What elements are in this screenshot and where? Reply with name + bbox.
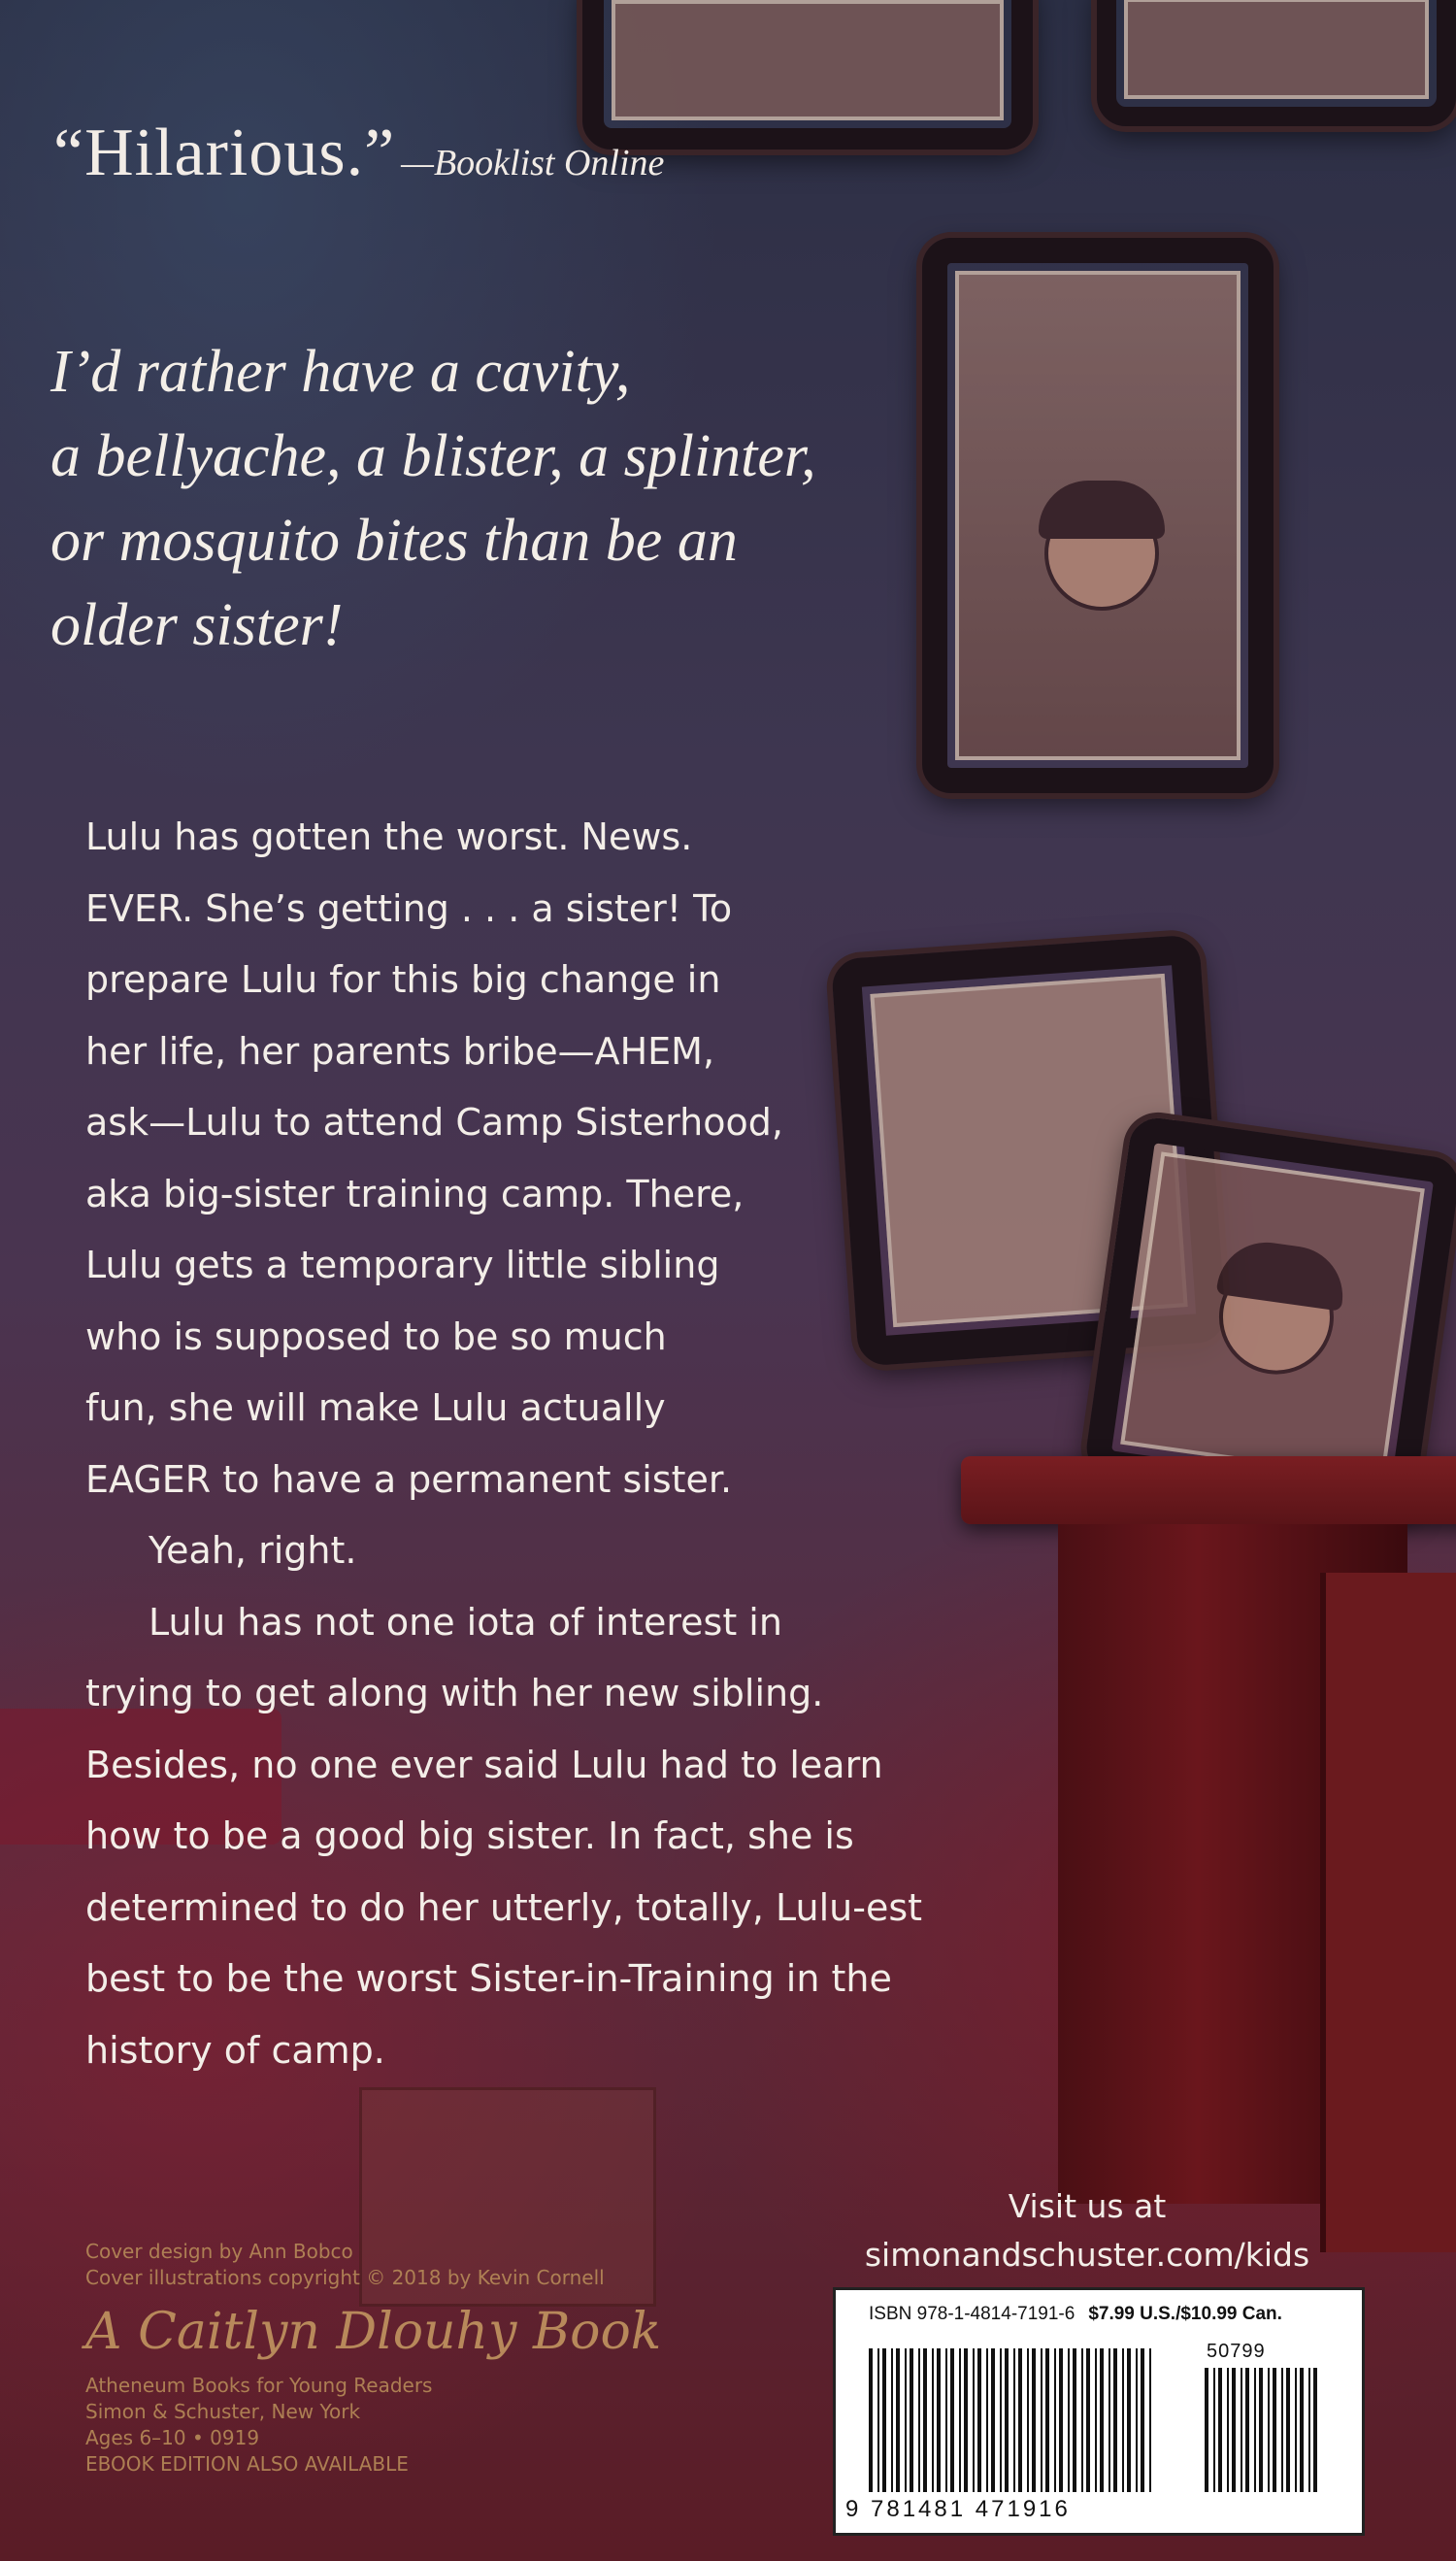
synopsis-line: ask—Lulu to attend Camp Sisterhood, [85, 1101, 783, 1144]
tagline-line: older sister! [50, 592, 344, 658]
barcode-bar [986, 2348, 988, 2492]
barcode-bar [1045, 2348, 1049, 2492]
barcode-bar [1141, 2348, 1144, 2492]
barcode-bar [1027, 2348, 1029, 2492]
barcode-bar [1281, 2368, 1283, 2492]
synopsis-line: history of camp. [85, 2028, 385, 2072]
barcode-bar [964, 2348, 968, 2492]
credits [85, 2239, 661, 2478]
table-illustration [961, 1456, 1456, 1524]
barcode-bar [945, 2348, 947, 2492]
website-url[interactable]: simonandschuster.com/kids [864, 2236, 1310, 2274]
barcode-bar [1245, 2368, 1249, 2492]
barcode-bar [1005, 2348, 1009, 2492]
price: $7.99 U.S./$10.99 Can. [1088, 2304, 1282, 2324]
synopsis-line: best to be the worst Sister-in-Training in the [85, 1957, 892, 2000]
barcode-bar [1000, 2348, 1002, 2492]
tagline-line: a bellyache, a blister, a splinter, [50, 423, 816, 489]
synopsis-line: Besides, no one ever said Lulu had to learn [85, 1743, 883, 1786]
barcode-bar [1286, 2368, 1290, 2492]
synopsis [85, 802, 998, 2086]
barcode-bar [1073, 2348, 1076, 2492]
barcode-bar [896, 2348, 900, 2492]
barcode-bar [977, 2348, 981, 2492]
synopsis-line: Lulu gets a temporary little sibling [85, 1244, 720, 1286]
barcode-bar [891, 2348, 893, 2492]
synopsis-line: prepare Lulu for this big change in [85, 958, 721, 1001]
barcode-bar [973, 2348, 975, 2492]
barcode-bar [1149, 2348, 1151, 2492]
barcode-bar [1295, 2368, 1297, 2492]
picture-frame [922, 238, 1274, 793]
synopsis-line: Lulu has gotten the worst. News. [85, 815, 693, 858]
barcode-bar [1113, 2348, 1117, 2492]
barcode-bar [1308, 2368, 1310, 2492]
publisher-location: Simon & Schuster, New York [85, 2400, 361, 2423]
barcode-bar [1100, 2348, 1104, 2492]
tagline-line: or mosquito bites than be an [50, 508, 738, 574]
barcode-bar [1218, 2368, 1222, 2492]
synopsis-line: fun, she will make Lulu actually [85, 1386, 666, 1429]
publisher-name: Atheneum Books for Young Readers [85, 2374, 433, 2397]
barcode-bar [932, 2348, 934, 2492]
synopsis-line: trying to get along with her new sibling. [85, 1672, 824, 1714]
barcode-bar [1213, 2368, 1215, 2492]
barcode-bar [1095, 2348, 1097, 2492]
barcode-bar [1086, 2348, 1090, 2492]
barcode-bar [1081, 2348, 1083, 2492]
barcode-bar [905, 2348, 907, 2492]
ebook-notice: EBOOK EDITION ALSO AVAILABLE [85, 2452, 409, 2476]
visit-label: Visit us at [1008, 2187, 1167, 2225]
synopsis-line: how to be a good big sister. In fact, she is [85, 1814, 854, 1857]
barcode-bar [1136, 2348, 1138, 2492]
review-quote [53, 115, 664, 192]
synopsis-line: her life, her parents bribe—AHEM, [85, 1029, 715, 1073]
barcode-bar [1041, 2348, 1042, 2492]
synopsis-line: who is supposed to be so much [85, 1314, 667, 1358]
barcode-bar [937, 2348, 941, 2492]
barcode-bar [1313, 2368, 1317, 2492]
barcode-bar [1054, 2348, 1056, 2492]
barcode-bar [869, 2348, 873, 2492]
barcode-bar [1227, 2368, 1229, 2492]
barcode-bar [1268, 2368, 1270, 2492]
isbn-line [869, 2304, 1282, 2325]
barcode-bar [1273, 2368, 1276, 2492]
barcode-bar [1259, 2368, 1263, 2492]
price-code: 50799 [1207, 2341, 1266, 2362]
synopsis-line: Yeah, right. [149, 1529, 357, 1572]
barcode-bar [1127, 2348, 1131, 2492]
barcode-bar [1232, 2368, 1236, 2492]
barcode-bar [877, 2348, 879, 2492]
barcode-bar [1068, 2348, 1070, 2492]
barcode-bar [1300, 2368, 1304, 2492]
picture-frame [1097, 0, 1456, 126]
barcode-bar [959, 2348, 961, 2492]
review-source: —Booklist Online [401, 143, 665, 183]
tagline [50, 330, 905, 668]
isbn-label: ISBN 978-1-4814-7191-6 [869, 2304, 1075, 2324]
age-range: Ages 6–10 • 0919 [85, 2426, 260, 2449]
synopsis-line: Lulu has not one iota of interest in [149, 1600, 782, 1644]
barcode-bar [1205, 2368, 1208, 2492]
barcode-bar [882, 2348, 886, 2492]
barcode-bar [910, 2348, 913, 2492]
barcode-bar [1059, 2348, 1063, 2492]
barcode-bar [1254, 2368, 1256, 2492]
barcode-bar [923, 2348, 927, 2492]
barcode-bar [1032, 2348, 1036, 2492]
barcode-bar [1122, 2348, 1124, 2492]
barcode-bar [991, 2348, 995, 2492]
barcode-bar [1109, 2348, 1110, 2492]
tagline-line: I’d rather have a cavity, [50, 339, 631, 405]
synopsis-line: aka big-sister training camp. There, [85, 1172, 745, 1215]
dresser-illustration [1320, 1573, 1456, 2252]
synopsis-line: determined to do her utterly, totally, Lulu-est [85, 1885, 923, 1929]
publisher-website [854, 2182, 1320, 2279]
barcode-digits: 9 781481 471916 [845, 2496, 1071, 2522]
synopsis-line: EAGER to have a permanent sister. [85, 1457, 733, 1501]
barcode-bar [1241, 2368, 1242, 2492]
imprint-logo: A Caitlyn Dlouhy Book [85, 2303, 662, 2361]
barcode-bar [918, 2348, 920, 2492]
synopsis-line: EVER. She’s getting . . . a sister! To [85, 886, 733, 930]
barcode-bar [1013, 2348, 1015, 2492]
barcode-box [833, 2287, 1365, 2536]
barcode-bar [1018, 2348, 1022, 2492]
cover-design-credit: Cover design by Ann Bobco [85, 2240, 353, 2263]
barcode-bar [950, 2348, 954, 2492]
review-quote-text: “Hilarious.” [53, 116, 396, 190]
cover-illustration-credit: Cover illustrations copyright © 2018 by Kevin Cornell [85, 2266, 605, 2289]
